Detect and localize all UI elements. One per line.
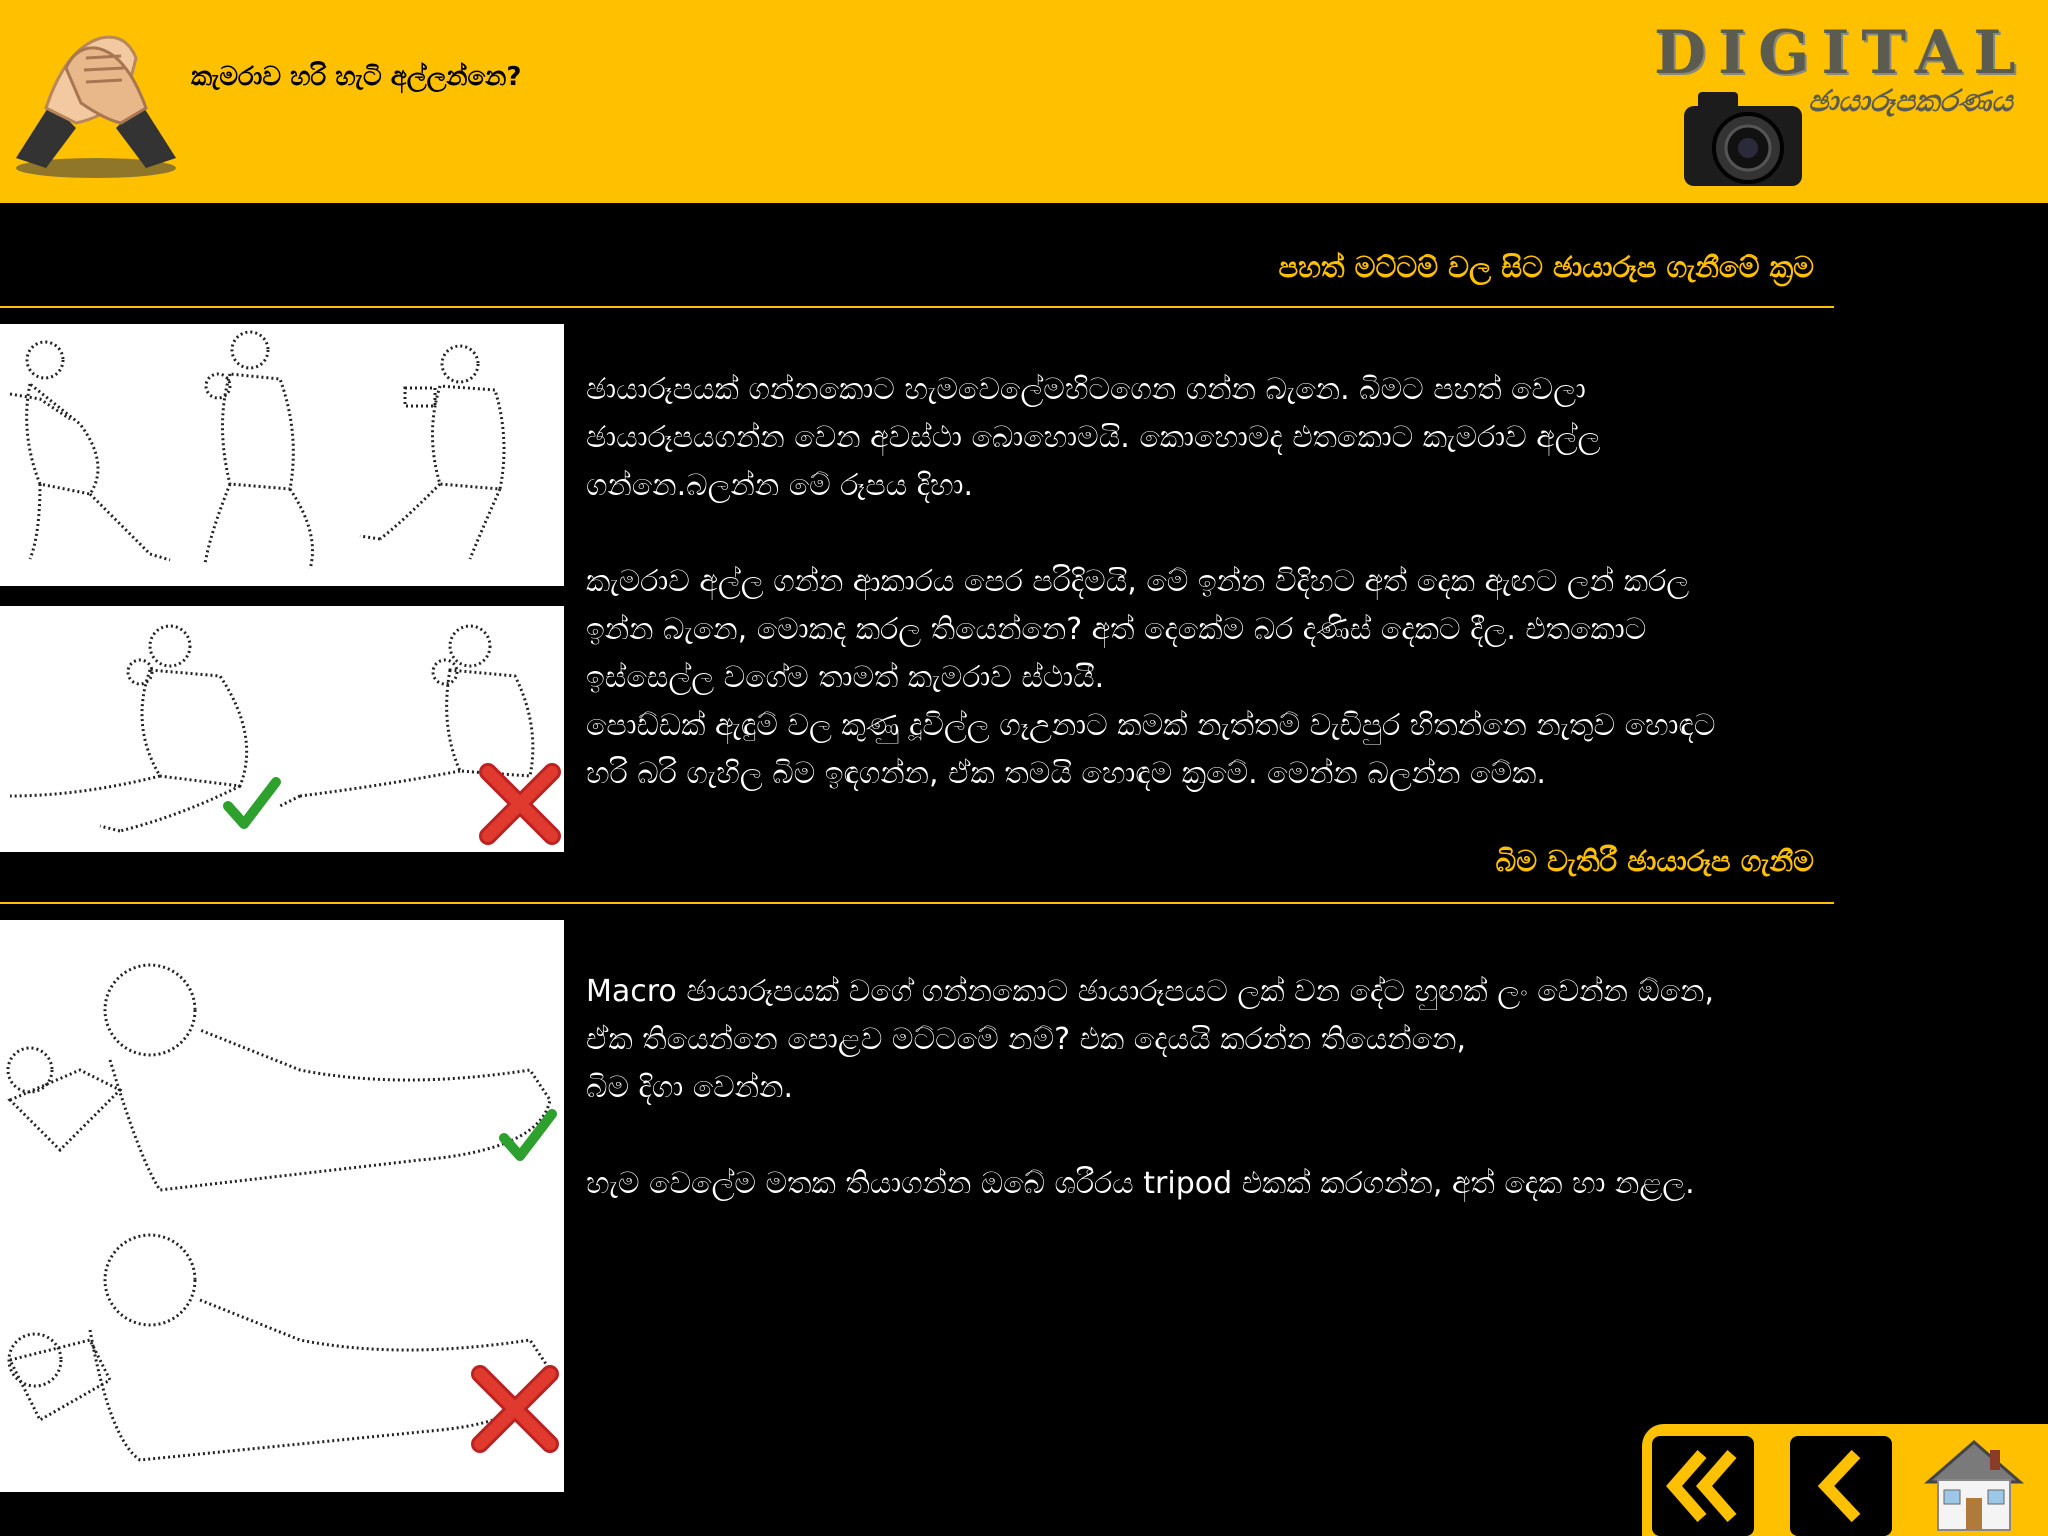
- home-icon: [1920, 1432, 2028, 1536]
- section-divider: [0, 306, 1834, 308]
- page-title: කැමරාව හරි හැටි අල්ලන්නෙ?: [191, 62, 522, 92]
- section-1-paragraph-2: කැමරාව අල්ල ගන්න ආකාරය පෙර පරිදිමයි, මේ ඉන්න විදිහට අත් දෙක ඇඟට ලන් කරල ඉන්න බැනෙ, මොකද කරල තියෙන්නෙ? අත් දෙකේම බර දණිස් දෙකට දීල. එතකොට ඉස්සෙල්ල වගේම තාමත් කැමරාව ස්ථායී. පොඩ්ඩක් ඇඳුම් වල කුණු දූවිල්ල ගෑඋනාට කමක් නැත්තම් වැඩිපුර හිතන්නෙ නැතුව හොඳට හරි බරි ගැහිල බිම ඉඳගන්න, ඒක තමයි හොඳම ක්‍රමේ. මෙන්න බලන්න මේක.: [586, 564, 1716, 791]
- cross-icon: [470, 1364, 560, 1454]
- camera-icon: [1678, 82, 1808, 192]
- chevron-left-icon: [1790, 1436, 1892, 1536]
- double-chevron-left-icon: [1652, 1436, 1754, 1536]
- home-button[interactable]: [1920, 1432, 2028, 1536]
- section-heading-low-level: පහත් මට්ටම් වල සිට ඡායාරූප ගැනීමේ ක්‍රම: [1278, 250, 1814, 284]
- header-bar: [0, 0, 2048, 203]
- crouching-poses-illustration: [0, 324, 564, 586]
- check-icon: [498, 1106, 558, 1166]
- check-icon: [222, 774, 282, 834]
- handshake-icon: [6, 8, 186, 188]
- cross-icon: [478, 762, 562, 846]
- section-heading-lying-down: බිම වැතිරී ඡායාරූප ගැනීම: [1495, 844, 1814, 878]
- digital-logo: [1640, 14, 2040, 194]
- logo-subtitle: ඡායාරූපකරණය: [1808, 84, 2013, 119]
- section-2-paragraph-2: හැම වෙලේම මතක තියාගන්න ඔබේ ශරීරය tripod එකක් කරගන්න, අත් දෙක හා නළල.: [586, 1166, 1695, 1201]
- logo-text: DIGITAL: [1654, 18, 2028, 88]
- lying-poses-illustration: [0, 920, 564, 1492]
- section-2-paragraph-1: Macro ඡායාරූපයක් වගේ ගන්නකොට ඡායාරූපයට ලක් වන දේට හුඟක් ලං වෙන්න ඕනෙ, ඒක තියෙන්නෙ පොළව මට්ටමේ නම්? එක දෙයයි කරන්න තියෙන්නෙ, බිම දිගා වෙන්න.: [586, 974, 1715, 1105]
- first-slide-button[interactable]: [1652, 1436, 1754, 1536]
- section-1-paragraph-1: ඡායාරූපයක් ගන්නකොට හැමවෙලේමහිටගෙන ගන්න බැනෙ. බිමට පහත් වෙලා ඡායාරූපයගන්න වෙන අවස්ථා බොහොමයි. කොහොමද එතකොට කැමරාව අල්ල ගන්නෙ.බලන්න මේ රූපය දිහා.: [586, 372, 1601, 503]
- section-divider: [0, 902, 1834, 904]
- sitting-poses-illustration: [0, 606, 564, 852]
- previous-slide-button[interactable]: [1790, 1436, 1892, 1536]
